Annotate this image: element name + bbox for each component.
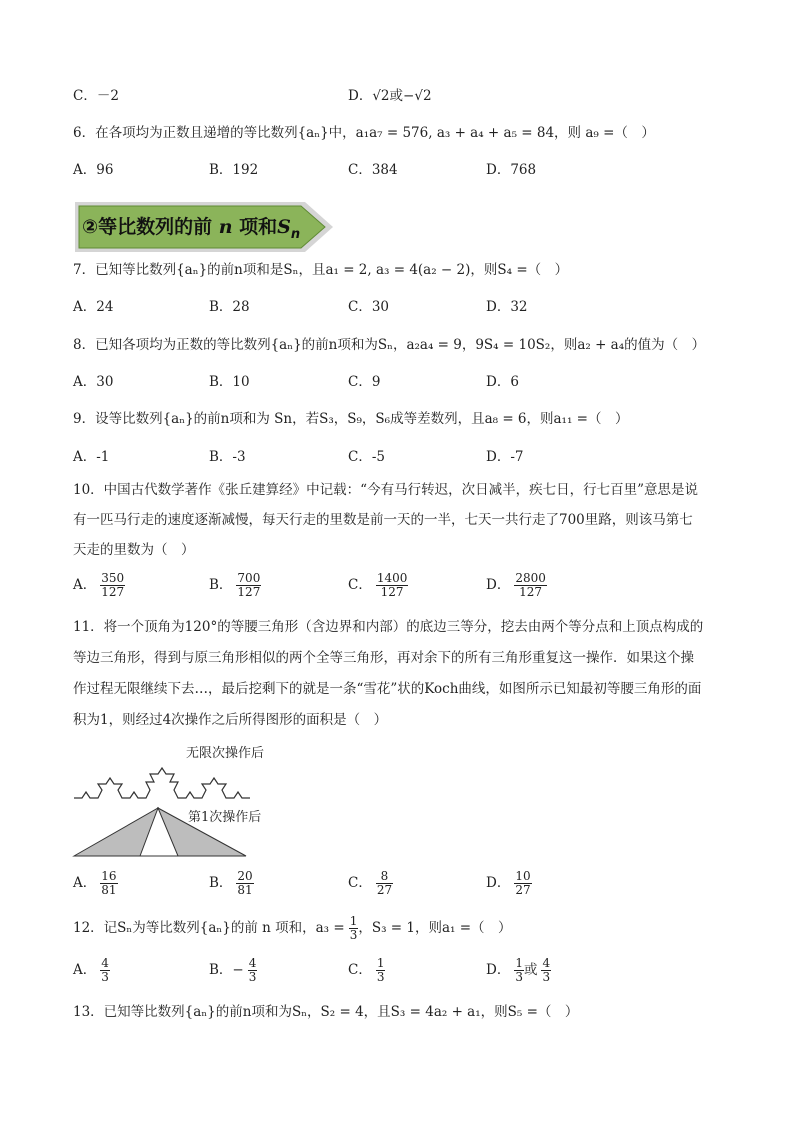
section-title: ②等比数列的前 n 项和$S_n$ (82, 216, 301, 242)
q8-option-b: B．10 (209, 374, 250, 390)
q7-stem: 7．已知等比数列{aₙ}的前n项和是Sₙ，且a₁ = 2, a₃ = 4(a₂ − 2)，则S₄ =（ ） (73, 262, 569, 278)
q11-line-2: 等边三角形，得到与原三角形相似的两个全等三角形，再对余下的所有三角形重复这一操作．如果这个操 (73, 650, 694, 666)
q10-line-3: 天走的里数为（ ） (73, 542, 195, 558)
q9-option-a: A．-1 (73, 449, 110, 465)
q9-option-b: B．-3 (209, 449, 246, 465)
q11-option-c: C． $\frac{8}{27}$ (348, 869, 393, 897)
q6-option-d: D．768 (486, 162, 537, 178)
q11-line-3: 作过程无限继续下去…，最后挖剩下的就是一条“雪花”状的Koch曲线，如图所示已知最初等腰三角形的面 (73, 681, 702, 697)
q5-option-d-value2: −√2 (403, 88, 432, 104)
q7-option-c: C．30 (348, 299, 390, 315)
q5-option-d (348, 86, 432, 106)
q11-option-d: D． $\frac{10}{27}$ (486, 869, 531, 897)
label-first: 第1次操作后 (188, 810, 262, 825)
q8-option-d: D．6 (486, 374, 519, 390)
label-infinite: 无限次操作后 (186, 746, 265, 761)
q12-option-d: D． $\frac{1}{3}$ 或 $\frac{4}{3}$ (486, 956, 551, 984)
q8-stem: 8．已知各项均为正数的等比数列{aₙ}的前n项和为Sₙ，a₂a₄ = 9，9S₄ = 10S₂，则a₂ + a₄的值为（ ） (73, 337, 706, 353)
q7-option-b: B．28 (209, 299, 250, 315)
q10-line-2: 有一匹马行走的速度逐渐减慢，每天行走的里数是前一天的一半，七天一共行走了700里路，则该马第七 (73, 512, 693, 528)
q11-option-b: B． $\frac{20}{81}$ (209, 869, 253, 897)
koch-curve (74, 768, 250, 798)
q9-stem: 9．设等比数列{aₙ}的前n项和为 Sn，若S₃，S₉，S₆成等差数列，且a₈ = 6，则a₁₁ =（ ） (73, 411, 629, 427)
q6-stem: 6．在各项均为正数且递增的等比数列{aₙ}中，a₁a₇ = 576, a₃ + a₄ + a₅ = 84，则 a₉ =（ ） (73, 125, 655, 141)
q12-option-b: B．− $\frac{4}{3}$ (209, 956, 257, 984)
q10-line-1: 10．中国古代数学著作《张丘建算经》中记载：“今有马行转迟，次日减半，疾七日，行七百里”意思是说 (73, 482, 698, 498)
q13-stem: 13．已知等比数列{aₙ}的前n项和为Sₙ，S₂ = 4，且S₃ = 4a₂ + a₁，则S₅ =（ ） (73, 1004, 579, 1020)
q5-option-d-label: D． (348, 88, 373, 104)
q6-option-c: C．384 (348, 162, 398, 178)
q6-option-b: B．192 (209, 162, 259, 178)
q11-line-4: 积为1，则经过4次操作之后所得图形的面积是（ ） (73, 712, 388, 728)
q5-option-d-value1: √2 (372, 88, 390, 104)
q5-option-d-or: 或 (389, 88, 404, 104)
q7-option-d: D．32 (486, 299, 528, 315)
q10-option-d: D． $\frac{2800}{127}$ (486, 571, 546, 599)
q5-option-c: C．－2 (73, 88, 119, 104)
q6-option-a: A．96 (73, 162, 114, 178)
q10-option-c: C． $\frac{1400}{127}$ (348, 571, 408, 599)
q11-option-a: A． $\frac{16}{81}$ (73, 869, 117, 897)
q8-option-c: C．9 (348, 374, 381, 390)
q10-option-a: A． $\frac{350}{127}$ (73, 571, 125, 599)
q8-option-a: A．30 (73, 374, 114, 390)
q11-line-1: 11．将一个顶角为120°的等腰三角形（含边界和内部）的底边三等分，挖去由两个等分点和上顶点构成的 (73, 619, 704, 635)
q12-option-a: A． $\frac{4}{3}$ (73, 956, 109, 984)
triangle-left (74, 808, 158, 856)
q7-option-a: A．24 (73, 299, 114, 315)
q12-option-c: C． $\frac{1}{3}$ (348, 956, 385, 984)
q10-option-b: B． $\frac{700}{127}$ (209, 571, 261, 599)
q9-option-c: C．-5 (348, 449, 385, 465)
q12-stem: 12．记Sₙ为等比数列{aₙ}的前 n 项和，a₃ = $\frac{1}{3}$ ，S₃ = 1，则a₁ =（ ） (73, 914, 512, 942)
q9-option-d: D．-7 (486, 449, 524, 465)
